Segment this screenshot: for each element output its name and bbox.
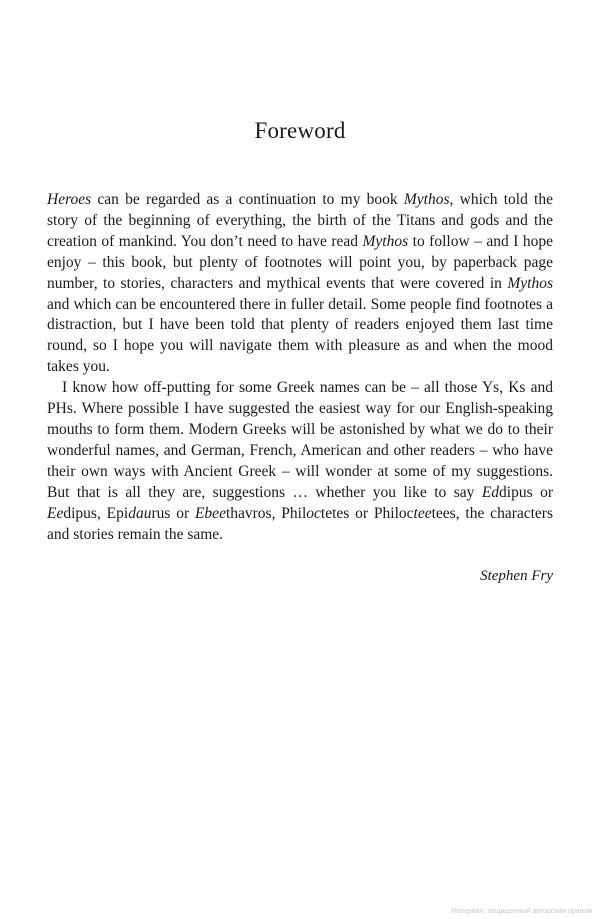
- book-title-mythos: Mythos: [403, 191, 450, 208]
- text-span: rus or: [151, 504, 195, 522]
- paragraph-2: [47, 378, 553, 545]
- text-span: , which told the story of the beginning of everything, the birth of the Titans and gods and the creation of mankind. You don’t need to have read: [47, 191, 553, 250]
- foreword-body: [47, 190, 553, 545]
- author-signature: Stephen Fry: [480, 568, 553, 584]
- paragraph-1: [47, 190, 553, 378]
- stressed-syllable: oc: [306, 504, 321, 522]
- stressed-syllable: dau: [128, 504, 152, 522]
- book-title-mythos: Mythos: [362, 232, 409, 250]
- book-title-mythos: Mythos: [507, 274, 553, 292]
- stressed-syllable: Ee: [47, 504, 64, 522]
- text-span: and which can be encountered there in fuller detail. Some people find footnotes a distraction, but I have been told that plenty of readers enjoyed them last time round, so I hope you will navigate them with pleasure as and when the mood takes you.: [47, 295, 553, 376]
- text-span: can be regarded as a continuation to my book: [91, 191, 404, 208]
- text-span: I know how off-putting for some Greek names can be – all those Ys, Ks and PHs. Where possible I have suggested the easiest way for our English-speaking mouths to form them. Modern Greeks will be astonished by what we do to their wonderful names, and German, French, American and other readers – who have their own ways with Ancient Greek – will wonder at some of my suggestions. But that is all they are, suggestions … whether you like to say: [47, 379, 553, 501]
- text-span: tees, the characters and stories remain the same.: [47, 504, 553, 543]
- book-title-heroes: Heroes: [47, 191, 92, 208]
- stressed-syllable: Ebee: [194, 504, 226, 522]
- text-span: to follow – and I hope enjoy – this book, but plenty of footnotes will point you, by paperback page number, to stories, characters and mythical events that were covered in: [47, 232, 553, 292]
- text-span: thavros, Phil: [225, 504, 307, 522]
- text-span: dipus, Epi: [63, 504, 129, 522]
- copyright-watermark: Материал, защищенный авторским правом: [451, 908, 592, 915]
- text-span: tetes or Philoc: [320, 504, 414, 522]
- text-span: dipus or: [499, 483, 554, 501]
- stressed-syllable: tee: [413, 504, 432, 522]
- stressed-syllable: Ed: [481, 483, 500, 501]
- page-title: Foreword: [254, 118, 346, 143]
